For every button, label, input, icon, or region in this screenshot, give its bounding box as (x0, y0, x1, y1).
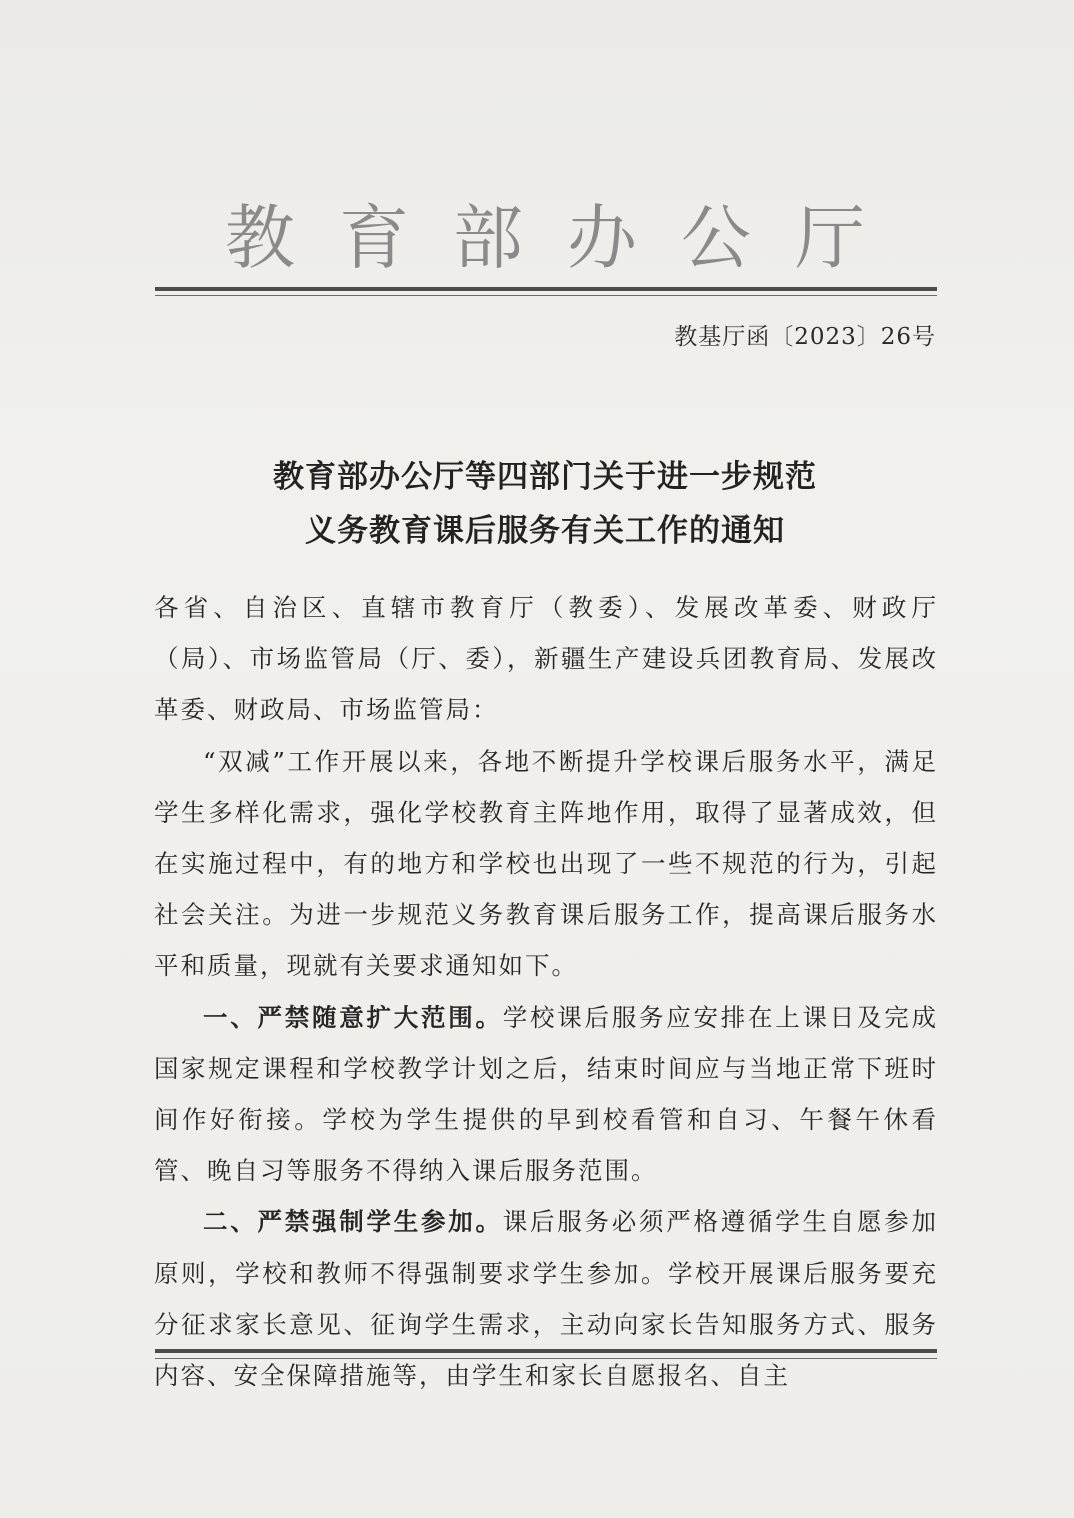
section-2-heading: 二、严禁强制学生参加。 (203, 1207, 503, 1237)
section-1-heading: 一、严禁随意扩大范围。 (203, 1002, 503, 1032)
document-title-line-1: 教育部办公厅等四部门关于进一步规范 (273, 459, 817, 495)
section-1-paragraph (154, 992, 938, 1197)
document-title (150, 450, 940, 558)
footer-rule (155, 1349, 937, 1353)
addressee-paragraph: 各省、自治区、直辖市教育厅（教委）、发展改革委、财政厅（局）、市场监管局（厅、委），新疆生产建设兵团教育局、发展改革委、财政局、市场监管局： (154, 593, 938, 725)
document-body (154, 582, 938, 1401)
header-rule (155, 287, 937, 291)
section-1-text: 学校课后服务应安排在上课日及完成国家规定课程和学校教学计划之后，结束时间应与当地正常下班时间作好衔接。学校为学生提供的早到校看管和自习、午餐午休看管、晚自习等服务不得纳入课后服务范围。 (154, 1002, 938, 1186)
issuer-header: 教育部办公厅 (225, 197, 909, 279)
intro-paragraph: “双减”工作开展以来，各地不断提升学校课后服务水平，满足学生多样化需求，强化学校教育主阵地作用，取得了显著成效，但在实施过程中，有的地方和学校也出现了一些不规范的行为，引起社会关注。为进一步规范义务教育课后服务工作，提高课后服务水平和质量，现就有关要求通知如下。 (154, 746, 938, 981)
document-title-line-2: 义务教育课后服务有关工作的通知 (305, 513, 785, 549)
section-2-paragraph (154, 1196, 938, 1401)
document-number: 教基厅函〔2023〕26号 (674, 324, 936, 350)
section-2-text: 课后服务必须严格遵循学生自愿参加原则，学校和教师不得强制要求学生参加。学校开展课后服务要充分征求家长意见、征询学生需求，主动向家长告知服务方式、服务内容、安全保障措施等，由学生和家长自愿报名、自主 (154, 1207, 938, 1391)
